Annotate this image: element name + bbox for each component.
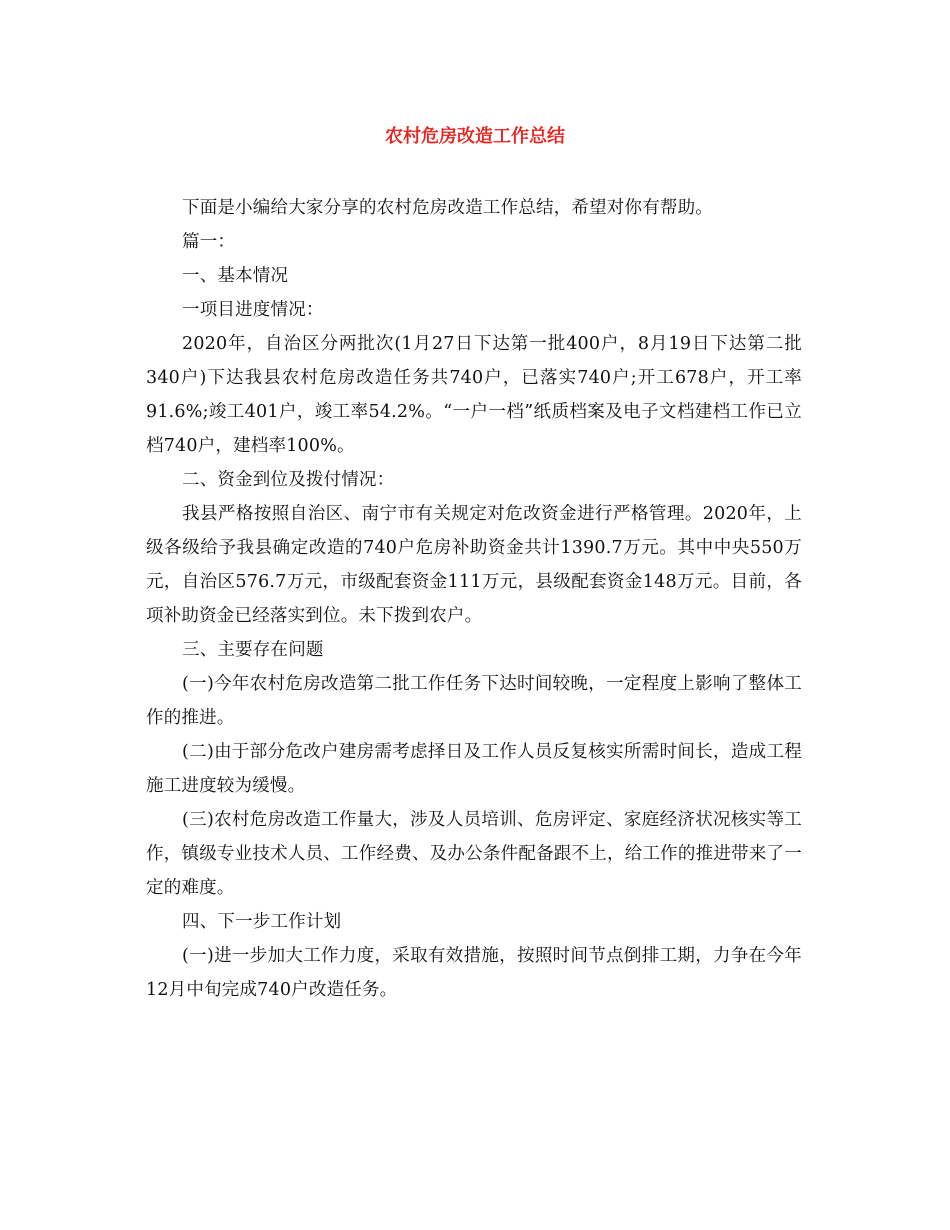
paragraph-funding-details: 我县严格按照自治区、南宁市有关规定对危改资金进行严格管理。2020年，上级各级给予我县确定改造的740户危房补助资金共计1390.7万元。其中中央550万元，自治区576.7万元，市级配套资金111万元，县级配套资金148万元。目前，各项补助资金已经落实到位。未下拨到农户。 — [146, 504, 802, 626]
paragraph-problem-2: (二)由于部分危改户建房需考虑择日及工作人员反复核实所需时间长，造成工程施工进度较为缓慢。 — [146, 742, 802, 796]
paragraph-plan-1: (一)进一步加大工作力度，采取有效措施，按照时间节点倒排工期，力争在今年12月中旬完成740户改造任务。 — [146, 946, 802, 1000]
paragraph-progress-details: 2020年，自治区分两批次(1月27日下达第一批400户，8月19日下达第二批340户)下达我县农村危房改造任务共740户，已落实740户;开工678户，开工率91.6%;竣工401户，竣工率54.2%。“一户一档”纸质档案及电子文档建档工作已立档740户，建档率100%。 — [146, 334, 802, 456]
document-title: 农村危房改造工作总结 — [385, 126, 565, 147]
document-body — [146, 191, 802, 1007]
heading-next-steps: 四、下一步工作计划 — [182, 912, 342, 932]
heading-main-problems: 三、主要存在问题 — [182, 640, 324, 660]
paragraph-problem-3: (三)农村危房改造工作量大，涉及人员培训、危房评定、家庭经济状况核实等工作，镇级专业技术人员、工作经费、及办公条件配备跟不上，给工作的推进带来了一定的难度。 — [146, 810, 802, 898]
heading-basic-situation: 一、基本情况 — [182, 266, 289, 286]
paragraph-part-one: 篇一： — [182, 232, 236, 252]
paragraph-problem-1: (一)今年农村危房改造第二批工作任务下达时间较晚，一定程度上影响了整体工作的推进。 — [146, 674, 802, 728]
heading-funding: 二、资金到位及拨付情况： — [182, 470, 395, 490]
heading-project-progress: 一项目进度情况： — [182, 300, 324, 320]
paragraph-intro: 下面是小编给大家分享的农村危房改造工作总结，希望对你有帮助。 — [182, 198, 713, 218]
